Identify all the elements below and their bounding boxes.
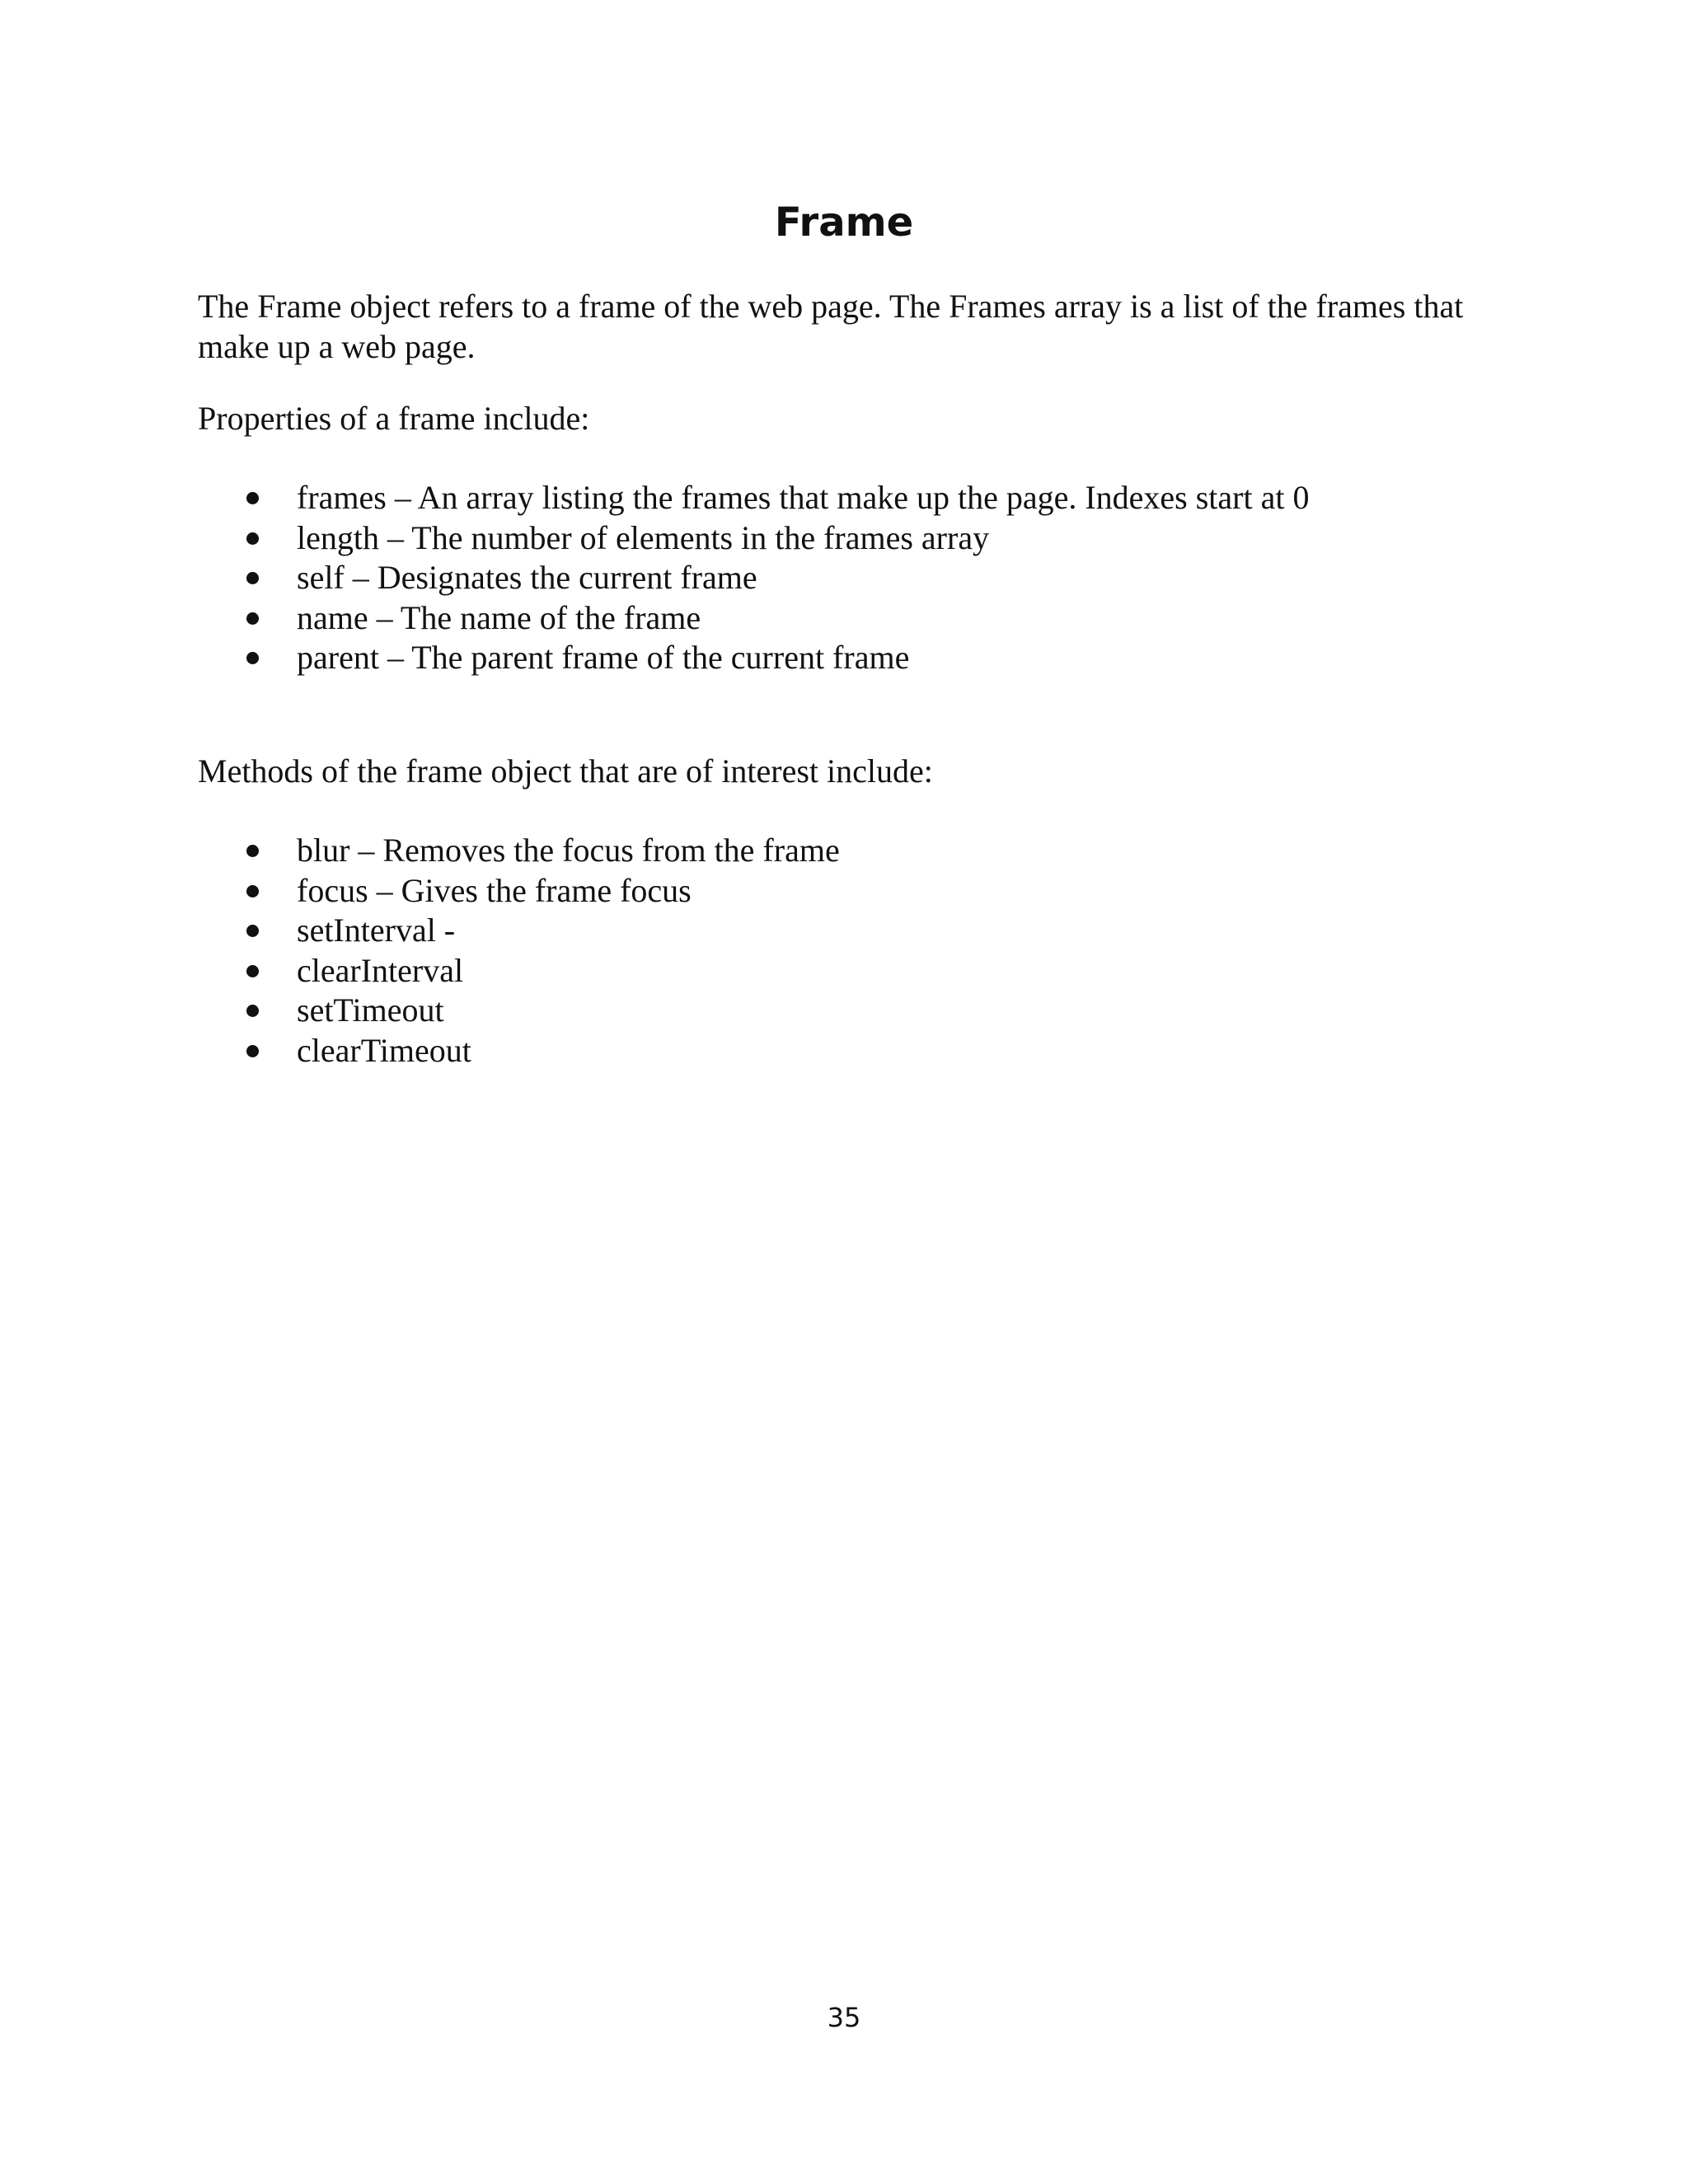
- bullet-icon: [246, 965, 259, 977]
- bullet-icon: [246, 652, 259, 664]
- list-item: [198, 518, 1484, 559]
- bullet-icon: [246, 845, 259, 857]
- list-item: [198, 558, 1484, 598]
- intro-paragraph: The Frame object refers to a frame of the web page. The Frames array is a list of the frames that make up a web page.: [198, 288, 1464, 365]
- list-item: [198, 1031, 1484, 1071]
- list-item: [198, 871, 1484, 912]
- page-title: Frame: [774, 199, 914, 246]
- list-item-text: parent – The parent frame of the current frame: [297, 639, 910, 676]
- list-item-text: blur – Removes the focus from the frame: [297, 832, 840, 869]
- list-item: [198, 951, 1484, 991]
- list-item: [198, 991, 1484, 1031]
- list-item-text: self – Designates the current frame: [297, 559, 757, 596]
- list-item-text: name – The name of the frame: [297, 598, 701, 636]
- bullet-icon: [246, 1005, 259, 1017]
- list-item-text: setTimeout: [297, 991, 444, 1029]
- list-item-text: setInterval -: [297, 912, 456, 949]
- properties-list: [198, 478, 1484, 678]
- methods-list: [198, 831, 1484, 1071]
- bullet-icon: [246, 572, 259, 584]
- list-item-text: clearInterval: [297, 951, 464, 989]
- page-number: 35: [827, 2002, 861, 2033]
- list-item-text: focus – Gives the frame focus: [297, 871, 692, 909]
- bullet-icon: [246, 885, 259, 898]
- list-item-text: frames – An array listing the frames that make up the page. Indexes start at 0: [297, 479, 1310, 516]
- list-item: [198, 911, 1484, 951]
- methods-heading: Methods of the frame object that are of interest include:: [198, 752, 933, 790]
- list-item: [198, 478, 1484, 518]
- list-item: [198, 598, 1484, 639]
- bullet-icon: [246, 492, 259, 504]
- bullet-icon: [246, 925, 259, 937]
- bullet-icon: [246, 612, 259, 625]
- list-item-text: clearTimeout: [297, 1031, 471, 1069]
- bullet-icon: [246, 532, 259, 545]
- list-item: [198, 831, 1484, 871]
- bullet-icon: [246, 1045, 259, 1057]
- list-item: [198, 638, 1484, 678]
- list-item-text: length – The number of elements in the frames array: [297, 518, 990, 556]
- properties-heading: Properties of a frame include:: [198, 400, 590, 437]
